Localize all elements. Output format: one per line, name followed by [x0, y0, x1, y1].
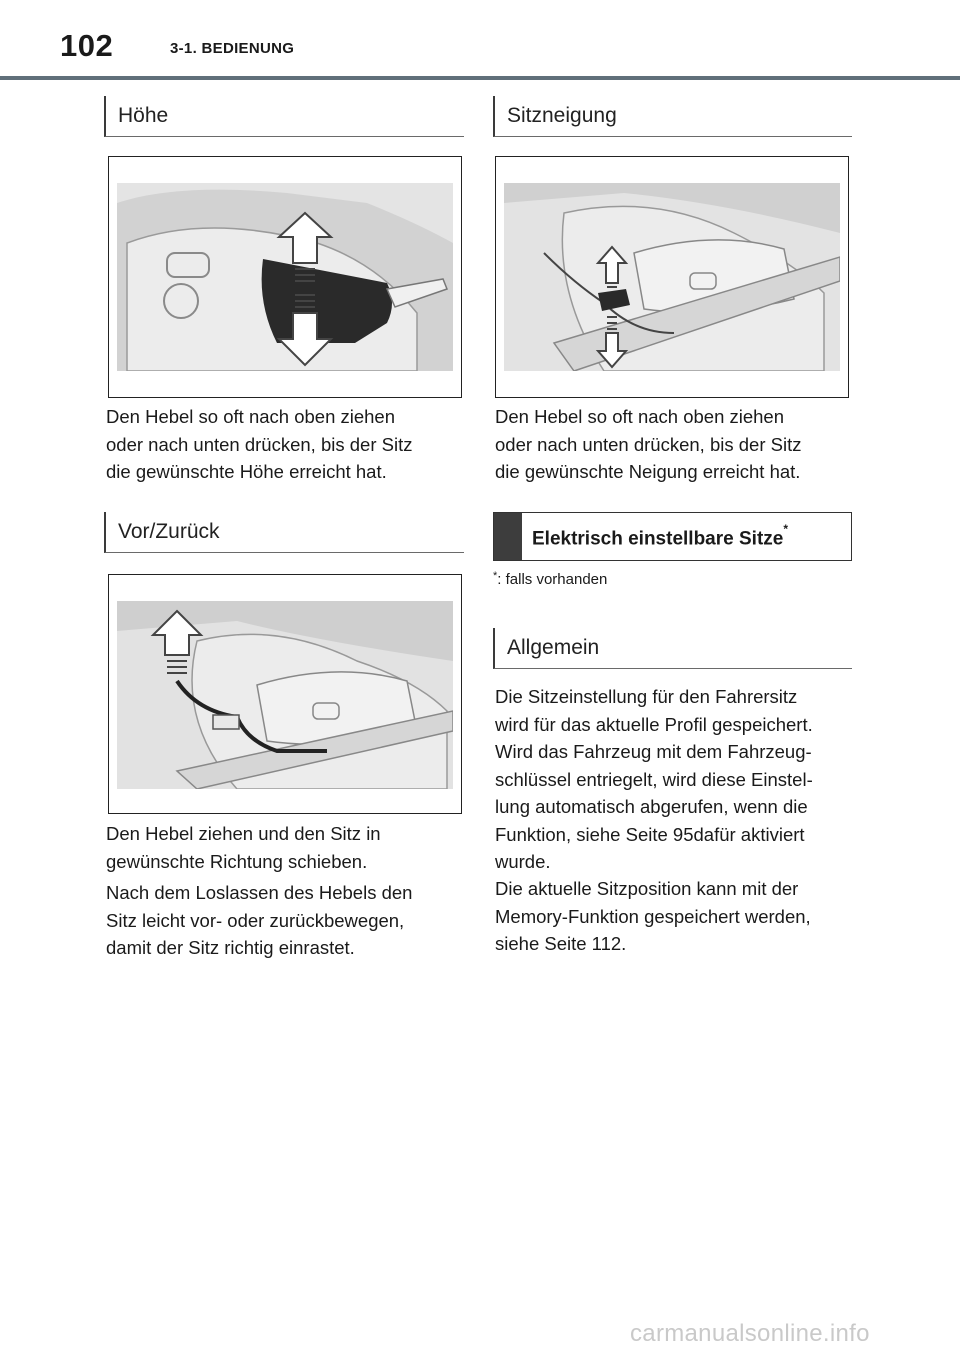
text-line: Den Hebel ziehen und den Sitz in — [106, 823, 381, 844]
fore-aft-lever-drawing — [117, 601, 453, 789]
text-line: schlüssel entriegelt, wird diese Einstel- — [495, 768, 813, 790]
footnote-asterisk: * — [493, 570, 498, 582]
section-title-sitzneigung: Sitzneigung — [507, 104, 617, 127]
text-line: Den Hebel so oft nach oben ziehen — [106, 406, 396, 427]
section-heading-allgemein — [493, 628, 852, 669]
page-number: 102 — [60, 28, 114, 63]
section-title-hoehe: Höhe — [118, 104, 169, 127]
paragraph-vor-zurueck-2 — [106, 879, 466, 962]
text-line: Sitz leicht vor- oder zurückbewegen, — [106, 909, 405, 931]
text-line: die gewünschte Neigung erreicht hat. — [495, 461, 801, 482]
text-line: Nach dem Loslassen des Hebels den — [106, 882, 413, 903]
chapter-title: 3-1. BEDIENUNG — [170, 40, 295, 57]
section-title-vor-zurueck: Vor/Zurück — [118, 520, 220, 543]
text-line: wird für das aktuelle Profil gespeichert. — [495, 713, 813, 735]
electric-seats-title-text: Elektrisch einstellbare Sitze — [532, 528, 784, 550]
text-line: Memory-Funktion gespeichert werden, — [495, 905, 811, 927]
text-line: Den Hebel so oft nach oben ziehen — [495, 406, 785, 427]
asterisk-marker: * — [783, 522, 789, 536]
illustration-tilt-lever — [495, 156, 849, 398]
tilt-lever-drawing — [504, 183, 840, 371]
text-line: Wird das Fahrzeug mit dem Fahrzeug- — [495, 741, 812, 762]
text-line: wurde. — [495, 851, 551, 872]
heading-electric-seats — [493, 512, 852, 561]
page-header — [0, 0, 960, 80]
heading-accent-bar — [494, 513, 522, 560]
text-line: Die Sitzeinstellung für den Fahrersitz — [495, 686, 798, 707]
paragraph-allgemein-1 — [495, 683, 855, 876]
illustration-height-lever — [108, 156, 462, 398]
text-line: lung automatisch abgerufen, wenn die — [495, 796, 808, 817]
text-line: oder nach unten drücken, bis der Sitz — [106, 433, 413, 455]
section-heading-sitzneigung — [493, 96, 852, 137]
section-heading-vor-zurueck — [104, 512, 464, 553]
header-divider — [0, 76, 960, 80]
illustration-fore-aft-lever — [108, 574, 462, 814]
paragraph-sitzneigung — [495, 403, 855, 486]
text-line: damit der Sitz richtig einrastet. — [106, 937, 355, 958]
text-line: die gewünschte Höhe erreicht hat. — [106, 461, 387, 482]
height-lever-drawing — [117, 183, 453, 371]
paragraph-hoehe — [106, 403, 466, 486]
paragraph-allgemein-2 — [495, 875, 855, 958]
text-line: oder nach unten drücken, bis der Sitz — [495, 433, 802, 455]
text-line: gewünschte Richtung schieben. — [106, 850, 368, 872]
text-line: siehe Seite 112. — [495, 933, 627, 954]
watermark: carmanualsonline.info — [630, 1320, 870, 1347]
text-line: Die aktuelle Sitzposition kann mit der — [495, 878, 799, 899]
paragraph-vor-zurueck-1 — [106, 820, 466, 875]
text-line: Funktion, siehe Seite 95dafür aktiviert — [495, 823, 805, 845]
footnote — [493, 571, 607, 588]
section-title-allgemein: Allgemein — [507, 636, 600, 659]
section-heading-hoehe — [104, 96, 464, 137]
footnote-text: : falls vorhanden — [497, 571, 608, 588]
heading-electric-seats-title — [532, 522, 789, 550]
